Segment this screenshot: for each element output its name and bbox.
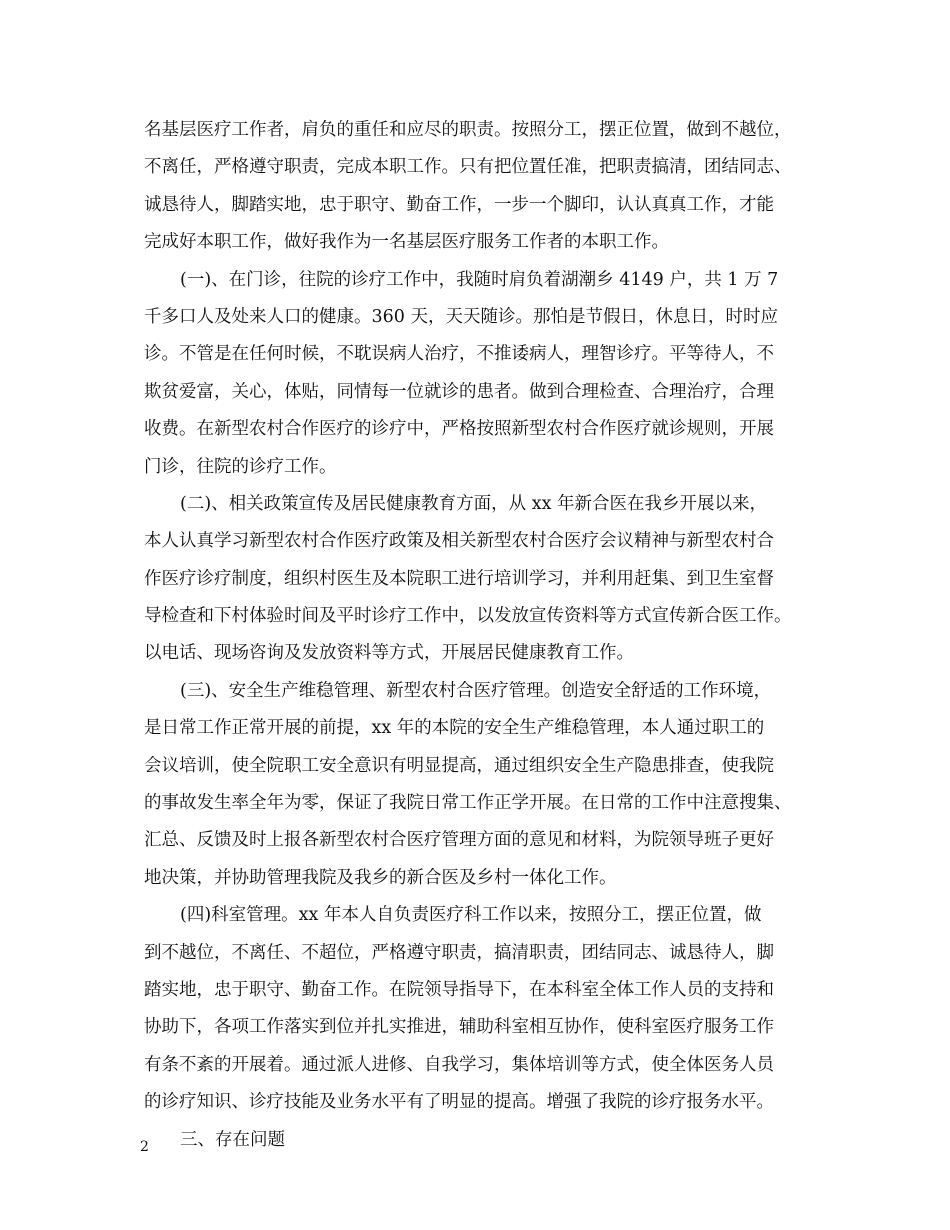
text-line: 以电话、现场咨询及发放资料等方式，开展居民健康教育工作。 bbox=[144, 643, 634, 664]
text-line: 作医疗诊疗制度，组织村医生及本院职工进行培训学习，并利用赶集、到卫生室督 bbox=[144, 568, 774, 589]
paragraph-first-line: (三)、安全生产维稳管理、新型农村合医疗管理。创造安全舒适的工作环境， bbox=[180, 680, 772, 701]
body-text bbox=[144, 112, 814, 1159]
text-line: 本人认真学习新型农村合作医疗政策及相关新型农村合医疗会议精神与新型农村合 bbox=[144, 531, 774, 552]
paragraph-first-line: (四)科室管理。xx 年本人自负责医疗科工作以来，按照分工，摆正位置，做 bbox=[180, 905, 762, 926]
text-line: 诊。不管是在任何时候，不耽误病人治疗，不推诿病人，理智诊疗。平等待人，不 bbox=[144, 344, 774, 365]
text-line: 协助下，各项工作落实到位并扎实推进，辅助科室相互协作，使科室医疗服务工作 bbox=[144, 1017, 774, 1038]
text-line: 是日常工作正常开展的前提，xx 年的本院的安全生产维稳管理，本人通过职工的 bbox=[144, 718, 765, 739]
text-line: 有条不紊的开展着。通过派人进修、自我学习，集体培训等方式，使全体医务人员 bbox=[144, 1054, 774, 1075]
text-line: 踏实地，忠于职守、勤奋工作。在院领导指导下，在本科室全体工作人员的支持和 bbox=[144, 979, 774, 1000]
text-line: 的事故发生率全年为零，保证了我院日常工作正学开展。在日常的工作中注意搜集、 bbox=[144, 793, 792, 814]
text-line: 到不越位，不离任、不超位，严格遵守职责，搞清职责，团结同志、诚恳待人，脚 bbox=[144, 942, 774, 963]
text-line: 诚恳待人，脚踏实地，忠于职守、勤奋工作，一步一个脚印，认认真真工作，才能 bbox=[144, 194, 774, 215]
text-line: 完成好本职工作，做好我作为一名基层医疗服务工作者的本职工作。 bbox=[144, 232, 669, 253]
text-line: 收费。在新型农村合作医疗的诊疗中，严格按照新型农村合作医疗就诊规则，开展 bbox=[144, 419, 774, 440]
section-heading: 三、存在问题 bbox=[180, 1129, 285, 1150]
text-line: 千多口人及处来人口的健康。360 天，天天随诊。那怕是节假日，休息日，时时应 bbox=[144, 306, 778, 327]
text-line: 汇总、反馈及时上报各新型农村合医疗管理方面的意见和材料，为院领导班子更好 bbox=[144, 830, 774, 851]
text-line: 不离任，严格遵守职责，完成本职工作。只有把位置任准，把职责搞清，团结同志、 bbox=[144, 157, 792, 178]
paragraph-first-line: (一)、在门诊，往院的诊疗工作中，我随时肩负着湖潮乡 4149 户，共 1 万 7 bbox=[180, 269, 779, 290]
text-line: 会议培训，使全院职工安全意识有明显提高，通过组织安全生产隐患排查，使我院 bbox=[144, 755, 774, 776]
paragraph-first-line: (二)、相关政策宣传及居民健康教育方面，从 xx 年新合医在我乡开展以来， bbox=[180, 493, 768, 514]
text-line: 门诊，往院的诊疗工作。 bbox=[144, 456, 337, 477]
text-line: 地决策，并协助管理我院及我乡的新合医及乡村一体化工作。 bbox=[144, 867, 617, 888]
text-line: 的诊疗知识、诊疗技能及业务水平有了明显的提高。增强了我院的诊疗报务水平。 bbox=[144, 1092, 774, 1113]
text-line: 名基层医疗工作者，肩负的重任和应尽的职责。按照分工，摆正位置，做到不越位， bbox=[144, 120, 792, 140]
text-line: 欺贫爱富，关心，体贴，同情每一位就诊的患者。做到合理检查、合理治疗，合理 bbox=[144, 381, 774, 402]
text-line: 导检查和下村体验时间及平时诊疗工作中，以发放宣传资料等方式宣传新合医工作。 bbox=[144, 606, 792, 627]
page-number: 2 bbox=[140, 1139, 149, 1155]
